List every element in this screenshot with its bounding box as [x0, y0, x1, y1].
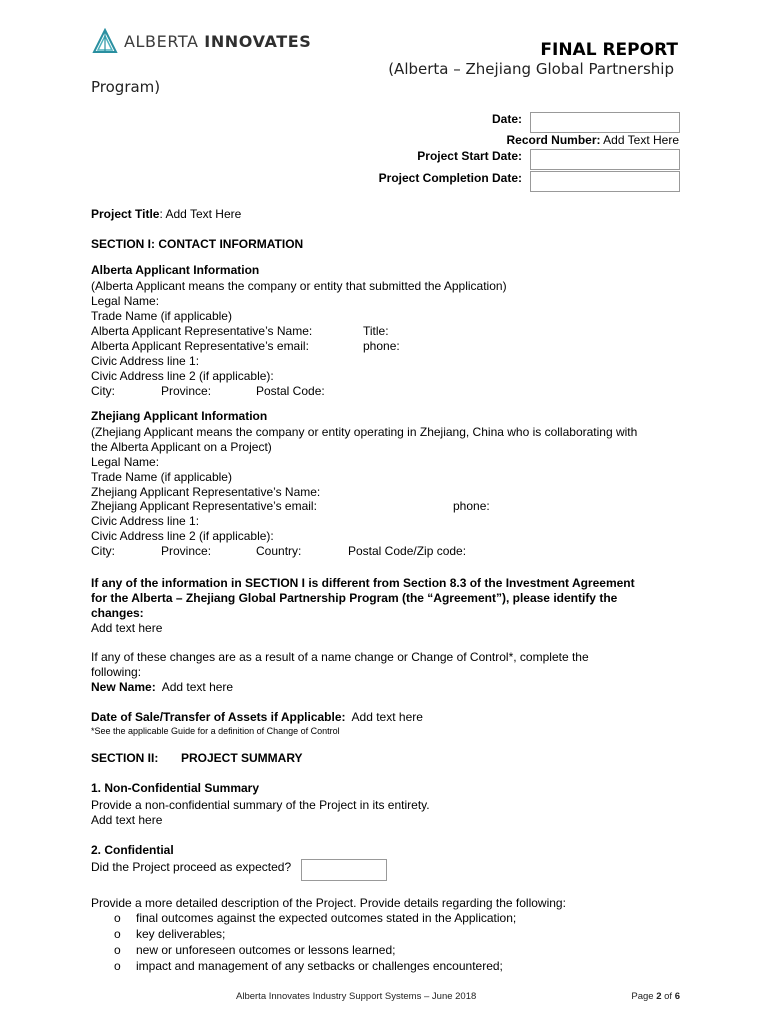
zhejiang-country: Country:: [256, 544, 302, 558]
zhejiang-postal: Postal Code/Zip code:: [348, 544, 467, 558]
changes-question-3: changes:: [91, 606, 144, 620]
detail-desc: Provide a more detailed description of the Project. Provide details regarding the following:: [91, 896, 566, 910]
alberta-postal: Postal Code:: [256, 384, 325, 398]
record-number: [506, 133, 679, 147]
completion-date-field[interactable]: [530, 171, 680, 192]
alberta-desc: (Alberta Applicant means the company or entity that submitted the Application): [91, 279, 507, 293]
list-item-text: final outcomes against the expected outcomes stated in the Application;: [136, 911, 517, 925]
list-item-text: impact and management of any setbacks or challenges encountered;: [136, 959, 503, 973]
footer-text: Alberta Innovates Industry Support Systems – June 2018: [236, 991, 477, 1002]
changes-question-2: for the Alberta – Zhejiang Global Partnership Program (the “Agreement”), please identify the: [91, 591, 618, 605]
non-confidential-desc: Provide a non-confidential summary of the Project in its entirety.: [91, 798, 430, 812]
confidential-title: 2. Confidential: [91, 843, 174, 857]
alberta-city: City:: [91, 384, 115, 398]
non-confidential-title: 1. Non-Confidential Summary: [91, 781, 260, 795]
logo: [92, 28, 311, 54]
sale-date-value[interactable]: Add text here: [351, 710, 423, 724]
name-change-text-1: If any of these changes are as a result of a name change or Change of Control*, complete the: [91, 650, 589, 664]
bullet-marker: o: [114, 927, 121, 941]
bullet-marker: o: [114, 911, 121, 925]
alberta-rep-phone: phone:: [363, 339, 400, 353]
proceed-answer-field[interactable]: [301, 859, 387, 881]
report-subtitle: (Alberta – Zhejiang Global Partnership: [388, 60, 674, 78]
start-date-label: Project Start Date:: [417, 149, 522, 163]
non-confidential-answer[interactable]: Add text here: [91, 813, 163, 827]
zhejiang-trade-name: Trade Name (if applicable): [91, 470, 232, 484]
alberta-innovates-logo-icon: [92, 28, 118, 54]
name-change-text-2: following:: [91, 665, 142, 679]
zhejiang-rep-phone: phone:: [453, 499, 490, 513]
changes-question-1: If any of the information in SECTION I is different from Section 8.3 of the Investment Agreement: [91, 576, 635, 590]
zhejiang-addr2: Civic Address line 2 (if applicable):: [91, 529, 274, 543]
project-title-label: Project Title: [91, 207, 160, 221]
list-item-text: key deliverables;: [136, 927, 226, 941]
alberta-heading: Alberta Applicant Information: [91, 263, 260, 277]
zhejiang-desc-2: the Alberta Applicant on a Project): [91, 440, 272, 454]
bullet-marker: o: [114, 943, 121, 957]
alberta-rep-title: Title:: [363, 324, 389, 338]
zhejiang-rep-name: Zhejiang Applicant Representative’s Name:: [91, 485, 321, 499]
report-title: FINAL REPORT: [540, 40, 678, 60]
logo-text: ALBERTA INNOVATES: [124, 31, 312, 51]
section-2-heading-title: PROJECT SUMMARY: [181, 751, 303, 765]
zhejiang-legal-name: Legal Name:: [91, 455, 160, 469]
zhejiang-city: City:: [91, 544, 115, 558]
alberta-trade-name: Trade Name (if applicable): [91, 309, 232, 323]
zhejiang-heading: Zhejiang Applicant Information: [91, 409, 268, 423]
date-field[interactable]: [530, 112, 680, 133]
section-2-heading-num: SECTION II:: [91, 751, 159, 765]
alberta-rep-name: Alberta Applicant Representative’s Name:: [91, 324, 313, 338]
project-title: [91, 207, 241, 222]
alberta-province: Province:: [161, 384, 212, 398]
new-name-value[interactable]: Add text here: [161, 680, 234, 694]
zhejiang-rep-email: Zhejiang Applicant Representative’s email:: [91, 499, 317, 513]
changes-answer[interactable]: Add text here: [91, 621, 163, 635]
sale-date: [91, 710, 423, 725]
zhejiang-province: Province:: [161, 544, 212, 558]
date-label: Date:: [491, 112, 522, 126]
alberta-rep-email: Alberta Applicant Representative’s email:: [91, 339, 309, 353]
sale-date-label: Date of Sale/Transfer of Assets if Applicable:: [91, 710, 346, 724]
section-1-heading: SECTION I: CONTACT INFORMATION: [91, 237, 304, 251]
alberta-addr2: Civic Address line 2 (if applicable):: [91, 369, 274, 383]
report-subtitle-cont: Program): [91, 78, 161, 96]
bullet-marker: o: [114, 959, 121, 973]
new-name-label: New Name:: [91, 680, 156, 694]
record-number-label: Record Number:: [506, 133, 601, 147]
new-name: [91, 680, 233, 695]
start-date-field[interactable]: [530, 149, 680, 170]
record-number-value[interactable]: Add Text Here: [603, 133, 679, 147]
list-item-text: new or unforeseen outcomes or lessons learned;: [136, 943, 396, 957]
proceed-question: Did the Project proceed as expected?: [91, 860, 292, 874]
project-title-value[interactable]: : Add Text Here: [159, 207, 242, 221]
page-number: Page 2 of 6: [631, 991, 680, 1002]
footnote: *See the applicable Guide for a definition of Change of Control: [91, 726, 340, 736]
alberta-legal-name: Legal Name:: [91, 294, 160, 308]
zhejiang-addr1: Civic Address line 1:: [91, 514, 200, 528]
alberta-addr1: Civic Address line 1:: [91, 354, 200, 368]
completion-date-label: Project Completion Date:: [378, 171, 522, 185]
zhejiang-desc-1: (Zhejiang Applicant means the company or entity operating in Zhejiang, China who is collaborating with: [91, 425, 638, 439]
